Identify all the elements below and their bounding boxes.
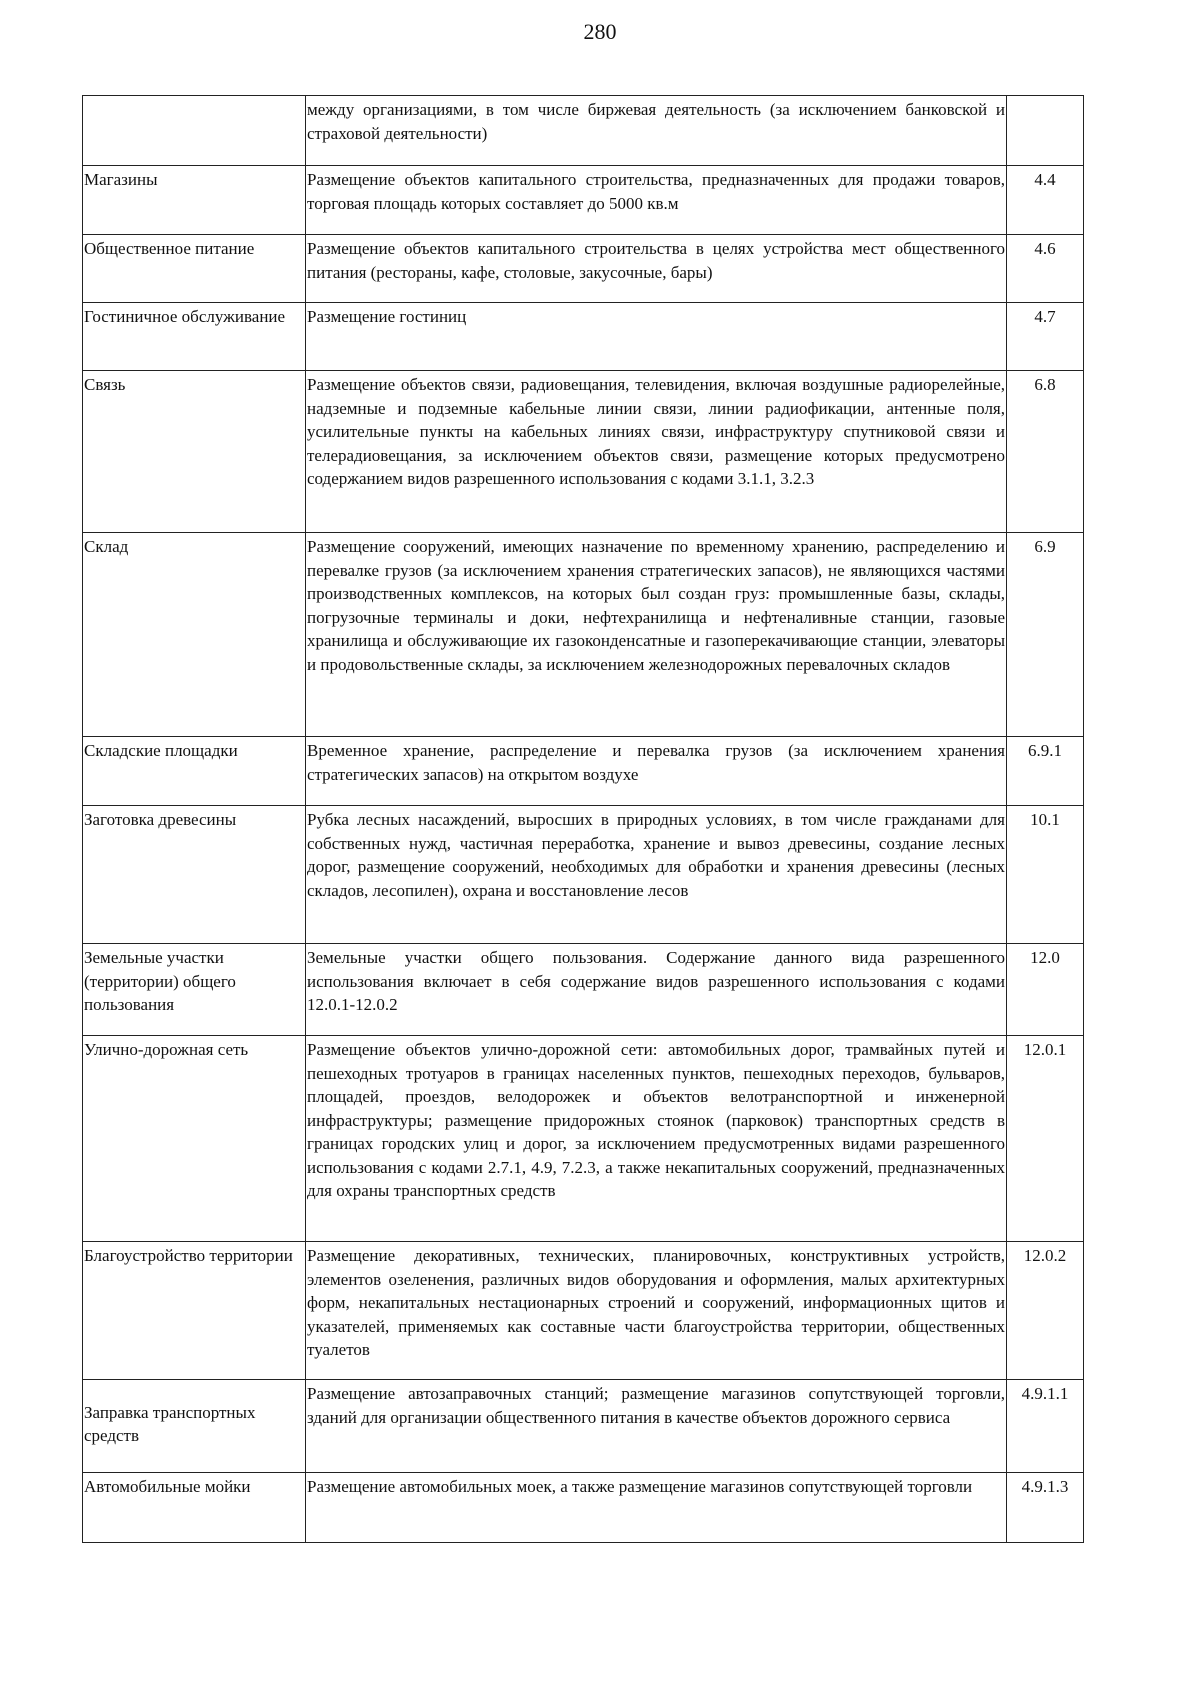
- table-row: [83, 806, 1084, 944]
- table-row: [83, 1242, 1084, 1380]
- usage-description-cell: Размещение декоративных, технических, планировочных, конструктивных устройств, элементов озеленения, различных видов оборудования и оформления, малых архитектурных форм, некапитальных нестационарных строений и сооружений, информационных щитов и указателей, применяемых как составные части благоустройства территории, общественных туалетов: [306, 1242, 1007, 1380]
- usage-name-cell: Автомобильные мойки: [83, 1473, 306, 1543]
- usage-name-cell: Склад: [83, 533, 306, 737]
- usage-description-cell: Размещение объектов связи, радиовещания, телевидения, включая воздушные радиорелейные, надземные и подземные кабельные линии связи, линии радиофикации, антенные поля, усилительные пункты на кабельных линиях связи, инфраструктуру спутниковой связи и телерадиовещания, за исключением объектов связи, размещение которых предусмотрено содержанием видов разрешенного использования с кодами 3.1.1, 3.2.3: [306, 371, 1007, 533]
- usage-name-cell: Благоустройство территории: [83, 1242, 306, 1380]
- table-row: [83, 1473, 1084, 1543]
- usage-name-cell: Гостиничное обслуживание: [83, 303, 306, 371]
- usage-code-cell: 4.9.1.3: [1007, 1473, 1084, 1543]
- usage-description-cell: Размещение объектов капитального строительства в целях устройства мест общественного питания (рестораны, кафе, столовые, закусочные, бары): [306, 235, 1007, 303]
- usage-description-cell: Размещение объектов капитального строительства, предназначенных для продажи товаров, торговая площадь которых составляет до 5000 кв.м: [306, 166, 1007, 235]
- usage-code-cell: 6.8: [1007, 371, 1084, 533]
- table-row: [83, 1036, 1084, 1242]
- table-row: [83, 235, 1084, 303]
- table-row: [83, 166, 1084, 235]
- table-row: [83, 1380, 1084, 1473]
- usage-description-cell: между организациями, в том числе биржевая деятельность (за исключением банковской и страховой деятельности): [306, 96, 1007, 166]
- table-row: [83, 303, 1084, 371]
- usage-code-cell: [1007, 96, 1084, 166]
- usage-code-cell: 4.4: [1007, 166, 1084, 235]
- usage-name-cell: Заправка транспортных средств: [83, 1380, 306, 1473]
- usage-description-cell: Размещение автозаправочных станций; размещение магазинов сопутствующей торговли, зданий для организации общественного питания в качестве объектов дорожного сервиса: [306, 1380, 1007, 1473]
- usage-description-cell: Земельные участки общего пользования. Содержание данного вида разрешенного использования включает в себя содержание видов разрешенного использования с кодами 12.0.1-12.0.2: [306, 944, 1007, 1036]
- usage-description-cell: Размещение объектов улично-дорожной сети: автомобильных дорог, трамвайных путей и пешеходных тротуаров в границах населенных пунктов, пешеходных переходов, бульваров, площадей, проездов, велодорожек и объектов велотранспортной и инженерной инфраструктуры; размещение придорожных стоянок (парковок) транспортных средств в границах городских улиц и дорог, за исключением предусмотренных видами разрешенного использования с кодами 2.7.1, 4.9, 7.2.3, а также некапитальных сооружений, предназначенных для охраны транспортных средств: [306, 1036, 1007, 1242]
- table-row: [83, 96, 1084, 166]
- table-row: [83, 371, 1084, 533]
- usage-code-cell: 10.1: [1007, 806, 1084, 944]
- usage-name-cell: Магазины: [83, 166, 306, 235]
- usage-code-cell: 12.0: [1007, 944, 1084, 1036]
- usage-code-cell: 4.7: [1007, 303, 1084, 371]
- usage-description-cell: Размещение автомобильных моек, а также размещение магазинов сопутствующей торговли: [306, 1473, 1007, 1543]
- page-number: 280: [583, 19, 617, 44]
- usage-name-cell: Общественное питание: [83, 235, 306, 303]
- usage-code-cell: 12.0.2: [1007, 1242, 1084, 1380]
- usage-name-cell: [83, 96, 306, 166]
- usage-description-cell: Размещение сооружений, имеющих назначение по временному хранению, распределению и перевалке грузов (за исключением хранения стратегических запасов), не являющихся частями производственных комплексов, на которых был создан груз: промышленные базы, склады, погрузочные терминалы и доки, нефтехранилища и нефтеналивные станции, газовые хранилища и обслуживающие их газоконденсатные и газоперекачивающие станции, элеваторы и продовольственные склады, за исключением железнодорожных перевалочных складов: [306, 533, 1007, 737]
- usage-name-cell: Улично-дорожная сеть: [83, 1036, 306, 1242]
- land-use-table: [82, 95, 1084, 1543]
- usage-name-cell: Связь: [83, 371, 306, 533]
- usage-description-cell: Временное хранение, распределение и перевалка грузов (за исключением хранения стратегических запасов) на открытом воздухе: [306, 737, 1007, 806]
- usage-code-cell: 4.6: [1007, 235, 1084, 303]
- usage-description-cell: Рубка лесных насаждений, выросших в природных условиях, в том числе гражданами для собственных нужд, частичная переработка, хранение и вывоз древесины, создание лесных дорог, размещение сооружений, необходимых для обработки и хранения древесины (лесных складов, лесопилен), охрана и восстановление лесов: [306, 806, 1007, 944]
- usage-code-cell: 6.9: [1007, 533, 1084, 737]
- usage-code-cell: 12.0.1: [1007, 1036, 1084, 1242]
- usage-code-cell: 4.9.1.1: [1007, 1380, 1084, 1473]
- usage-description-cell: Размещение гостиниц: [306, 303, 1007, 371]
- usage-name-cell: Земельные участки (территории) общего пользования: [83, 944, 306, 1036]
- table-row: [83, 533, 1084, 737]
- usage-name-cell: Складские площадки: [83, 737, 306, 806]
- table-row: [83, 944, 1084, 1036]
- usage-code-cell: 6.9.1: [1007, 737, 1084, 806]
- usage-name-cell: Заготовка древесины: [83, 806, 306, 944]
- table-row: [83, 737, 1084, 806]
